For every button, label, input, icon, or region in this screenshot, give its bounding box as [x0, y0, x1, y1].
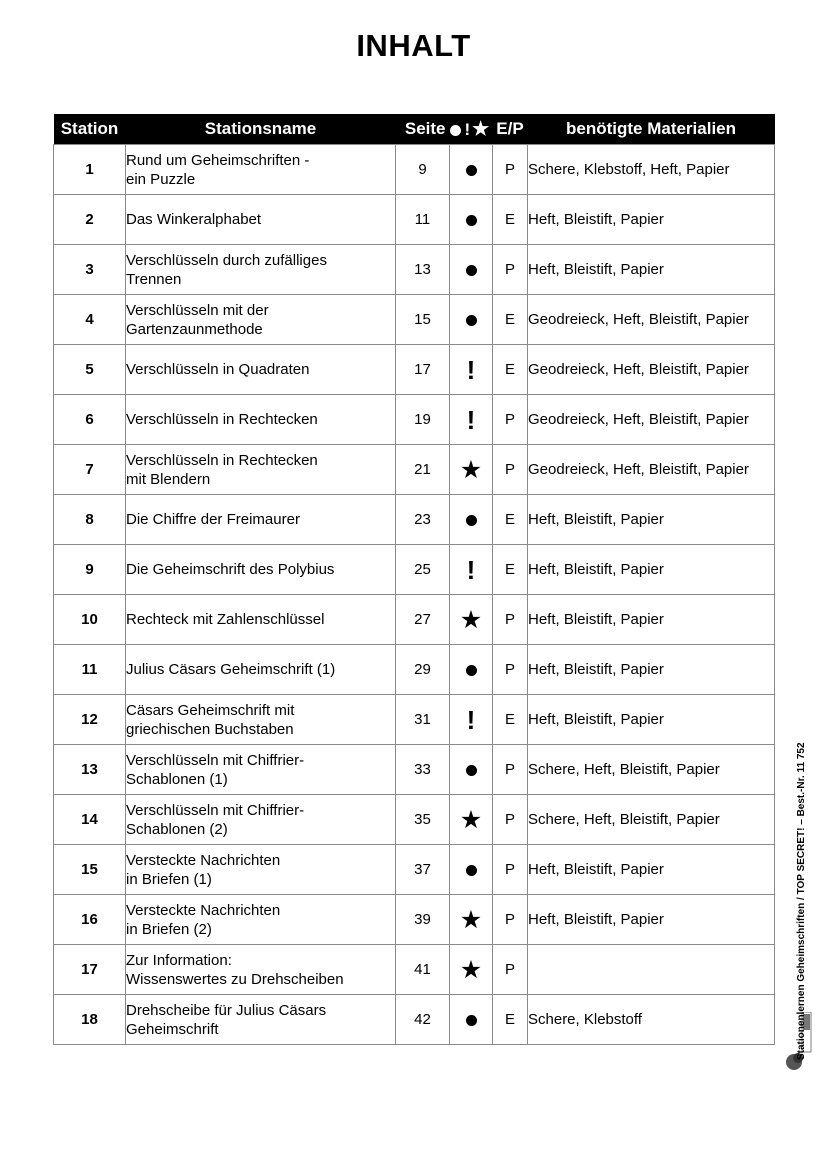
difficulty-symbol — [450, 345, 493, 395]
page-title: INHALT — [356, 28, 471, 63]
materials: Heft, Bleistift, Papier — [528, 595, 775, 645]
station-number: 15 — [54, 845, 126, 895]
station-number: 17 — [54, 945, 126, 995]
table-row — [54, 595, 775, 645]
page-number: 29 — [396, 645, 450, 695]
station-number: 14 — [54, 795, 126, 845]
station-name-line: Verschlüsseln mit Chiffrier- — [126, 801, 305, 819]
difficulty-symbol — [450, 845, 493, 895]
header-seite: Seite — [396, 114, 450, 145]
exclamation-icon: ! — [466, 554, 476, 585]
station-name — [126, 395, 396, 445]
star-icon: ★ — [459, 455, 483, 484]
station-number: 1 — [54, 145, 126, 195]
work-mode: E — [493, 345, 528, 395]
work-mode: P — [493, 645, 528, 695]
star-icon: ★ — [459, 805, 483, 834]
station-number: 16 — [54, 895, 126, 945]
dot-icon — [466, 315, 477, 326]
star-icon: ★ — [459, 955, 483, 984]
work-mode: P — [493, 745, 528, 795]
difficulty-symbol — [450, 245, 493, 295]
table-row — [54, 745, 775, 795]
side-footer-note: Stationenlernen Geheimschriften / TOP SECRET! – Best.-Nr. 11 752 — [796, 742, 807, 1060]
station-name-line: Julius Cäsars Geheimschrift (1) — [126, 661, 336, 678]
table-row — [54, 195, 775, 245]
materials: Schere, Heft, Bleistift, Papier — [528, 795, 775, 845]
header-symbols — [450, 114, 493, 145]
table-row — [54, 695, 775, 745]
station-number: 2 — [54, 195, 126, 245]
difficulty-symbol — [450, 545, 493, 595]
difficulty-symbol — [450, 395, 493, 445]
station-name — [126, 495, 396, 545]
station-name-line: Rechteck mit Zahlenschlüssel — [126, 611, 325, 628]
work-mode: E — [493, 495, 528, 545]
materials: Geodreieck, Heft, Bleistift, Papier — [528, 295, 775, 345]
station-name — [126, 245, 396, 295]
station-name-line: Versteckte Nachrichten — [126, 851, 281, 869]
station-name-line: Schablonen (1) — [126, 770, 228, 788]
station-name — [126, 845, 396, 895]
page-number: 35 — [396, 795, 450, 845]
materials: Heft, Bleistift, Papier — [528, 195, 775, 245]
work-mode: P — [493, 445, 528, 495]
page-number: 21 — [396, 445, 450, 495]
station-name-line: Die Geheimschrift des Polybius — [126, 561, 335, 578]
page-number: 41 — [396, 945, 450, 995]
materials: Schere, Klebstoff, Heft, Papier — [528, 145, 775, 195]
header-station: Station — [54, 114, 126, 145]
page-number: 11 — [396, 195, 450, 245]
difficulty-symbol — [450, 995, 493, 1045]
station-name — [126, 695, 396, 745]
station-name — [126, 795, 396, 845]
station-number: 18 — [54, 995, 126, 1045]
page-number: 19 — [396, 395, 450, 445]
station-name-line: Verschlüsseln in Rechtecken — [126, 411, 318, 428]
page-number: 31 — [396, 695, 450, 745]
station-number: 11 — [54, 645, 126, 695]
work-mode: P — [493, 845, 528, 895]
station-name — [126, 945, 396, 995]
work-mode: E — [493, 545, 528, 595]
work-mode: E — [493, 995, 528, 1045]
station-name — [126, 595, 396, 645]
station-name-line: mit Blendern — [126, 470, 211, 488]
table-row — [54, 445, 775, 495]
dot-icon — [466, 665, 477, 676]
difficulty-symbol — [450, 495, 493, 545]
difficulty-symbol — [450, 645, 493, 695]
table-row — [54, 895, 775, 945]
difficulty-symbol — [450, 195, 493, 245]
station-name-line: Gartenzaunmethode — [126, 320, 263, 338]
table-row — [54, 845, 775, 895]
work-mode: P — [493, 395, 528, 445]
dot-icon — [466, 1015, 477, 1026]
materials: Heft, Bleistift, Papier — [528, 845, 775, 895]
contents-table — [53, 114, 775, 1045]
star-icon: ★ — [459, 905, 483, 934]
table-row — [54, 645, 775, 695]
star-icon: ★ — [459, 605, 483, 634]
page-number: 25 — [396, 545, 450, 595]
station-name — [126, 345, 396, 395]
difficulty-symbol — [450, 695, 493, 745]
station-name-line: Trennen — [126, 270, 182, 288]
table-row — [54, 345, 775, 395]
work-mode: P — [493, 795, 528, 845]
station-name-line: Die Chiffre der Freimaurer — [126, 511, 300, 528]
difficulty-symbol — [450, 945, 493, 995]
materials: Heft, Bleistift, Papier — [528, 695, 775, 745]
station-name-line: Zur Information: — [126, 951, 232, 969]
work-mode: P — [493, 245, 528, 295]
materials: Heft, Bleistift, Papier — [528, 895, 775, 945]
dot-icon — [466, 215, 477, 226]
station-name-line: Rund um Geheimschriften - — [126, 151, 310, 169]
dot-icon — [466, 265, 477, 276]
station-name-line: Verschlüsseln durch zufälliges — [126, 251, 327, 269]
table-row — [54, 395, 775, 445]
station-name-line: Das Winkeralphabet — [126, 211, 262, 228]
station-name-line: Drehscheibe für Julius Cäsars — [126, 1001, 327, 1019]
station-name — [126, 295, 396, 345]
page-number: 23 — [396, 495, 450, 545]
work-mode: E — [493, 295, 528, 345]
work-mode: P — [493, 895, 528, 945]
page-number: 15 — [396, 295, 450, 345]
table-row — [54, 995, 775, 1045]
work-mode: P — [493, 595, 528, 645]
station-name-line: Verschlüsseln mit der — [126, 301, 269, 319]
station-number: 6 — [54, 395, 126, 445]
materials: Heft, Bleistift, Papier — [528, 495, 775, 545]
difficulty-symbol — [450, 895, 493, 945]
difficulty-symbol — [450, 145, 493, 195]
difficulty-symbol — [450, 595, 493, 645]
station-name-line: Verschlüsseln in Quadraten — [126, 361, 310, 378]
station-number: 10 — [54, 595, 126, 645]
station-number: 13 — [54, 745, 126, 795]
difficulty-symbol — [450, 445, 493, 495]
station-name-line: Versteckte Nachrichten — [126, 901, 281, 919]
station-name-line: in Briefen (2) — [126, 920, 212, 938]
table-header-row — [54, 114, 775, 145]
station-name-line: griechischen Buchstaben — [126, 720, 294, 738]
materials: Heft, Bleistift, Papier — [528, 545, 775, 595]
table-row — [54, 145, 775, 195]
page-number: 42 — [396, 995, 450, 1045]
page-number: 17 — [396, 345, 450, 395]
station-name — [126, 645, 396, 695]
station-name — [126, 745, 396, 795]
station-name-line: Schablonen (2) — [126, 820, 228, 838]
station-name — [126, 145, 396, 195]
station-name-line: Verschlüsseln mit Chiffrier- — [126, 751, 305, 769]
materials: Schere, Heft, Bleistift, Papier — [528, 745, 775, 795]
materials: Geodreieck, Heft, Bleistift, Papier — [528, 445, 775, 495]
page-number: 33 — [396, 745, 450, 795]
station-name-line: Geheimschrift — [126, 1020, 219, 1038]
station-name-line: Cäsars Geheimschrift mit — [126, 701, 295, 719]
station-name — [126, 545, 396, 595]
station-name-line: in Briefen (1) — [126, 870, 212, 888]
page-number: 37 — [396, 845, 450, 895]
exclamation-icon: ! — [466, 704, 476, 735]
station-name — [126, 995, 396, 1045]
materials: Geodreieck, Heft, Bleistift, Papier — [528, 395, 775, 445]
table-row — [54, 245, 775, 295]
page-number: 27 — [396, 595, 450, 645]
exclamation-icon: ! — [464, 119, 471, 139]
materials: Heft, Bleistift, Papier — [528, 245, 775, 295]
table-row — [54, 495, 775, 545]
station-number: 4 — [54, 295, 126, 345]
station-name — [126, 445, 396, 495]
materials: Heft, Bleistift, Papier — [528, 645, 775, 695]
dot-icon — [450, 125, 461, 136]
header-ep: E/P — [493, 114, 528, 145]
station-number: 3 — [54, 245, 126, 295]
station-number: 9 — [54, 545, 126, 595]
station-name-line: Verschlüsseln in Rechtecken — [126, 451, 318, 469]
page-number: 39 — [396, 895, 450, 945]
work-mode: E — [493, 695, 528, 745]
star-icon: ★ — [472, 118, 490, 140]
dot-icon — [466, 765, 477, 776]
header-materials: benötigte Materialien — [528, 114, 775, 145]
table-row — [54, 545, 775, 595]
page-number: 13 — [396, 245, 450, 295]
table-row — [54, 795, 775, 845]
work-mode: E — [493, 195, 528, 245]
dot-icon — [466, 865, 477, 876]
exclamation-icon: ! — [466, 404, 476, 435]
table-row — [54, 945, 775, 995]
station-name-line: Wissenswertes zu Drehscheiben — [126, 970, 344, 988]
difficulty-symbol — [450, 745, 493, 795]
station-name-line: ein Puzzle — [126, 170, 196, 188]
difficulty-symbol — [450, 795, 493, 845]
exclamation-icon: ! — [466, 354, 476, 385]
work-mode: P — [493, 145, 528, 195]
station-number: 5 — [54, 345, 126, 395]
station-number: 12 — [54, 695, 126, 745]
table-row — [54, 295, 775, 345]
work-mode: P — [493, 945, 528, 995]
station-number: 8 — [54, 495, 126, 545]
dot-icon — [466, 165, 477, 176]
materials: Geodreieck, Heft, Bleistift, Papier — [528, 345, 775, 395]
station-name — [126, 195, 396, 245]
materials — [528, 945, 775, 995]
page-number: 9 — [396, 145, 450, 195]
header-stationsname: Stationsname — [126, 114, 396, 145]
difficulty-symbol — [450, 295, 493, 345]
station-number: 7 — [54, 445, 126, 495]
materials: Schere, Klebstoff — [528, 995, 775, 1045]
dot-icon — [466, 515, 477, 526]
station-name — [126, 895, 396, 945]
